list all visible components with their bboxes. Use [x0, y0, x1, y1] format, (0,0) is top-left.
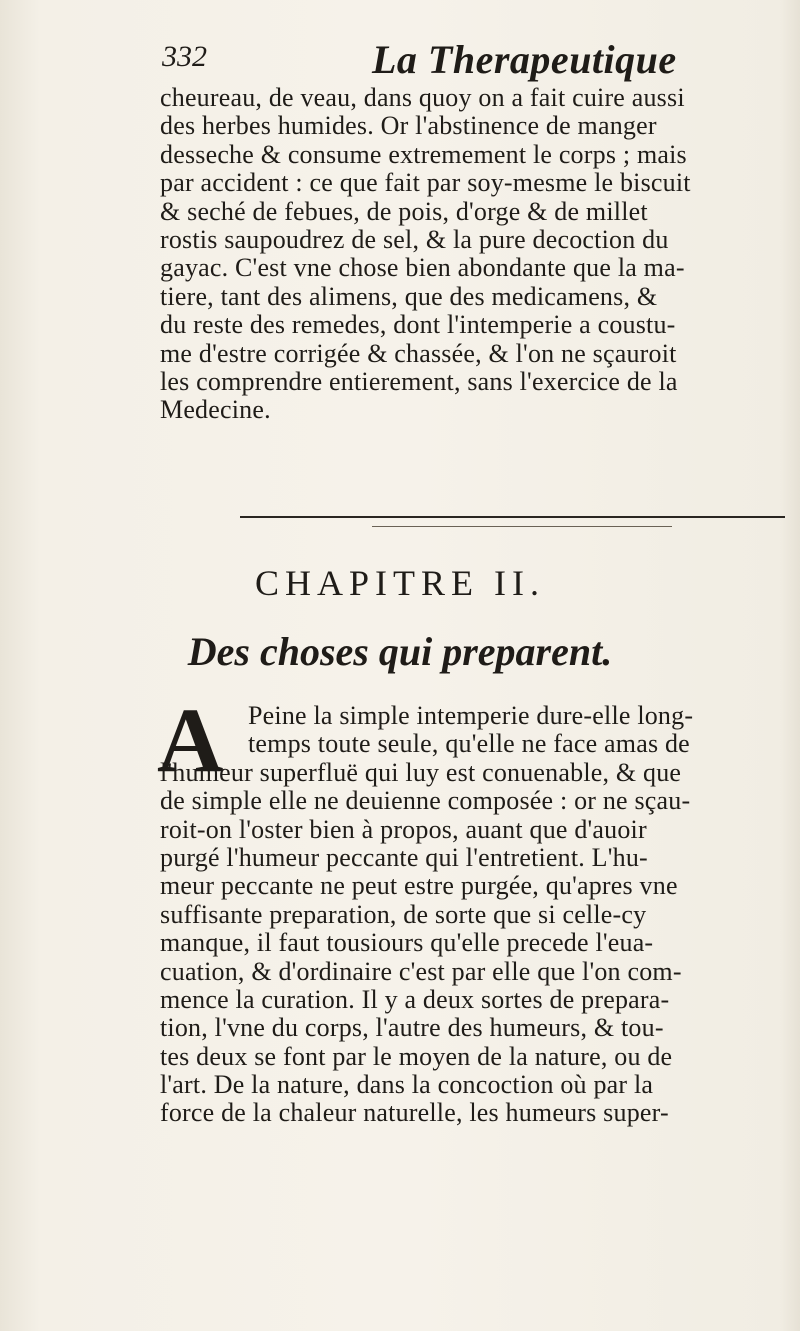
text-line: rostis saupoudrez de sel, & la pure decoction du [160, 225, 669, 254]
text-line: Peine la simple intemperie dure-elle long- [248, 702, 694, 730]
text-line: des herbes humides. Or l'abstinence de manger [160, 112, 657, 141]
text-line: Medecine. [160, 396, 271, 425]
text-line: suffisante preparation, de sorte que si celle-cy [160, 900, 647, 929]
running-head: La Therapeutique [372, 37, 677, 82]
chapter-title: CHAPITRE II. [255, 563, 545, 603]
text-line: tion, l'vne du corps, l'autre des humeurs, & tou- [160, 1014, 664, 1043]
paragraph-continued [160, 84, 785, 425]
section-divider [240, 516, 785, 518]
text-line: gayac. C'est vne chose bien abondante que la ma- [160, 254, 685, 283]
text-line: manque, il faut tousiours qu'elle precede l'eua- [160, 929, 654, 958]
text-line: roit-on l'oster bien à propos, auant que d'auoir [160, 815, 647, 844]
text-line: les comprendre entierement, sans l'exercice de la [160, 367, 678, 396]
page-number: 332 [162, 40, 207, 73]
text-line: de simple elle ne deuienne composée : or ne sçau- [160, 787, 691, 816]
text-line: cheureau, de veau, dans quoy on a fait cuire aussi [160, 84, 685, 112]
text-line: force de la chaleur naturelle, les humeurs super- [160, 1099, 669, 1128]
text-line: & seché de febues, de pois, d'orge & de millet [160, 197, 648, 226]
text-line: par accident : ce que fait par soy-mesme le biscuit [160, 169, 691, 198]
chapter-paragraph [160, 702, 785, 1128]
text-line: mence la curation. Il y a deux sortes de prepara- [160, 985, 670, 1014]
chapter-subtitle: Des choses qui preparent. [187, 629, 613, 674]
text-line: me d'estre corrigée & chassée, & l'on ne sçauroit [160, 339, 677, 368]
text-line: du reste des remedes, dont l'intemperie a coustu- [160, 311, 676, 340]
text-line: l'humeur superfluë qui luy est conuenable, & que [160, 758, 682, 787]
text-line: temps toute seule, qu'elle ne face amas de [248, 730, 690, 759]
text-line: cuation, & d'ordinaire c'est par elle que l'on com- [160, 957, 682, 986]
text-line: desseche & consume extremement le corps ; mais [160, 140, 687, 169]
text-line: l'art. De la nature, dans la concoction où par la [160, 1071, 654, 1100]
section-divider-thin [372, 526, 672, 527]
text-line: tes deux se font par le moyen de la nature, ou de [160, 1042, 673, 1071]
text-line: purgé l'humeur peccante qui l'entretient. L'hu- [160, 843, 648, 872]
text-line: meur peccante ne peut estre purgée, qu'apres vne [160, 872, 678, 901]
text-line: tiere, tant des alimens, que des medicamens, & [160, 282, 658, 311]
drop-cap: A [157, 689, 224, 791]
